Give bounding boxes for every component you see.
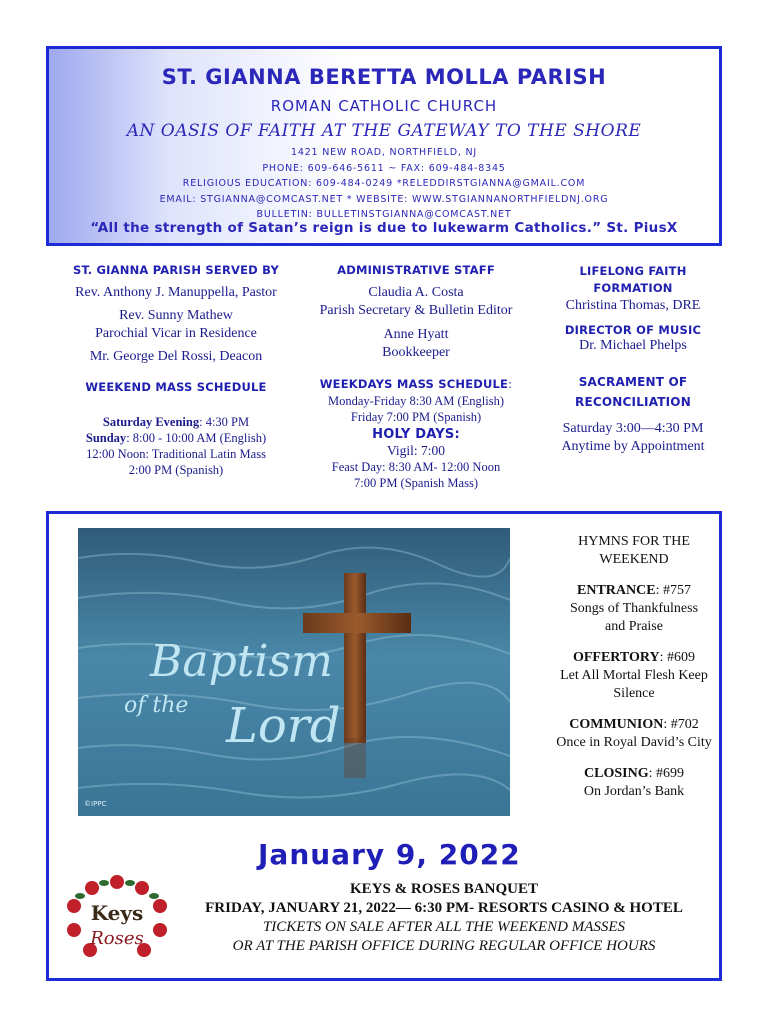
banquet-tickets-line1: TICKETS ON SALE AFTER ALL THE WEEKEND MASSES [262,919,626,935]
bookkeeper-role: Bookkeeper [382,345,450,360]
bookkeeper-name: Anne Hyatt [383,327,449,342]
faith-formation-column [538,263,728,456]
sunday-mass: Sunday: 8:00 - 10:00 AM (English) [85,431,267,445]
image-title-of-the: of the [124,693,189,718]
holy-feast-day: Feast Day: 8:30 AM- 12:00 Noon [331,460,501,474]
water-cross-illustration [78,528,510,816]
baptism-of-the-lord-image [78,528,510,816]
dre-name: Christina Thomas, DRE [565,298,701,313]
pastor-line: Rev. Anthony J. Manuppella, Pastor [75,285,277,300]
holy-vigil: Vigil: 7:00 [386,443,446,458]
music-director-heading: DIRECTOR OF MUSIC [564,323,702,337]
reconciliation-appointment: Anytime by Appointment [561,439,705,454]
weekday-english-mass: Monday-Friday 8:30 AM (English) [327,394,505,408]
hymns-heading-line2: WEEKEND [599,552,669,567]
banquet-announcement [180,880,708,956]
closing-hymn: CLOSING: #699 On Jordan’s Bank [583,766,685,799]
reconciliation-time: Saturday 3:00—4:30 PM [562,421,704,436]
latin-mass: 12:00 Noon: Traditional Latin Mass [86,447,266,461]
parish-email-website: EMAIL: STGIANNA@COMCAST.NET * WEBSITE: WWW.STGIANNANORTHFIELDNJ.ORG [159,194,609,205]
weekdays-mass-heading: WEEKDAYS MASS SCHEDULE: [319,377,513,391]
served-by-column [50,263,302,478]
religious-education-contact: RELIGIOUS EDUCATION: 609-484-0249 *RELEDDIRSTGIANNA@GMAIL.COM [182,178,586,189]
admin-heading: ADMINISTRATIVE STAFF [337,263,495,277]
parish-address: 1421 NEW ROAD, NORTHFIELD, NJ [291,147,477,158]
admin-column [300,263,532,491]
weekend-mass-heading: WEEKEND MASS SCHEDULE [85,380,267,394]
image-title-baptism: Baptism [150,636,333,687]
communion-hymn: COMMUNION: #702 Once in Royal David’s City [556,717,712,750]
hymns-heading-line1: HYMNS FOR THE [578,534,690,549]
reconciliation-heading: SACRAMENT OF RECONCILIATION [575,375,691,409]
vicar-name: Rev. Sunny Mathew [119,308,233,323]
saturday-mass: Saturday Evening: 4:30 PM [102,415,250,429]
church-subtitle: ROMAN CATHOLIC CHURCH [270,97,498,115]
keys-and-roses-logo [62,872,172,967]
logo-keys-text: Keys [90,901,144,925]
music-director-name: Dr. Michael Phelps [579,338,687,353]
banquet-tickets-line2: OR AT THE PARISH OFFICE DURING REGULAR OFFICE HOURS [232,938,656,954]
secretary-role: Parish Secretary & Bulletin Editor [319,303,513,318]
entrance-hymn: ENTRANCE: #757 Songs of Thankfulness and Praise [569,583,699,634]
image-credit: ©IPPC [84,800,107,808]
parish-tagline: AN OASIS OF FAITH AT THE GATEWAY TO THE SHORE [126,121,642,141]
image-title-lord: Lord [226,698,341,754]
bulletin-date: January 9, 2022 [258,838,521,871]
secretary-name: Claudia A. Costa [368,285,464,300]
vicar-role: Parochial Vicar in Residence [95,326,257,341]
hymns-section [540,533,728,801]
saint-quote: “All the strength of Satan’s reign is due to lukewarm Catholics.” St. PiusX [90,220,678,236]
deacon-line: Mr. George Del Rossi, Deacon [89,349,263,364]
offertory-hymn: OFFERTORY: #609 Let All Mortal Flesh Keep Silence [560,650,708,701]
served-by-heading: ST. GIANNA PARISH SERVED BY [72,263,279,277]
faith-formation-heading: LIFELONG FAITH FORMATION [579,264,687,295]
parish-name: ST. GIANNA BERETTA MOLLA PARISH [161,65,607,89]
banquet-title: KEYS & ROSES BANQUET [350,881,538,897]
parish-header [46,46,722,246]
spanish-mass: 2:00 PM (Spanish) [128,463,224,477]
bulletin-email: BULLETIN: BULLETINSTGIANNA@COMCAST.NET [256,209,512,220]
banquet-when-where: FRIDAY, JANUARY 21, 2022— 6:30 PM- RESORTS CASINO & HOTEL [205,900,683,916]
holy-days-heading: HOLY DAYS: [372,427,460,442]
holy-spanish-mass: 7:00 PM (Spanish Mass) [354,476,478,490]
weekday-spanish-mass: Friday 7:00 PM (Spanish) [350,410,482,424]
logo-roses-text: Roses [90,928,144,949]
parish-phone: PHONE: 609-646-5611 ~ FAX: 609-484-8345 [262,163,506,174]
